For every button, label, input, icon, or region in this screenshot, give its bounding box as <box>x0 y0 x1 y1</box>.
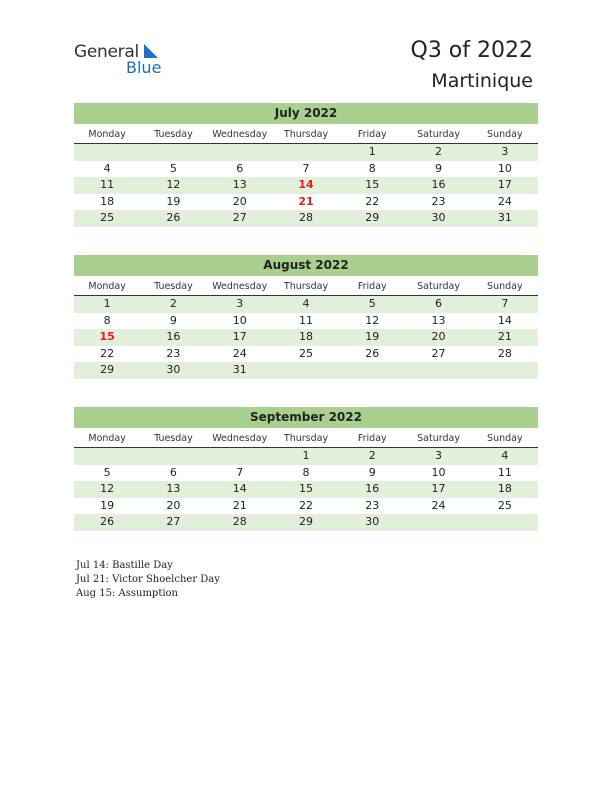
day-cell <box>74 448 140 465</box>
day-cell: 2 <box>368 449 376 462</box>
week-row <box>74 362 538 379</box>
day-cell <box>273 362 339 379</box>
day-cell: 6 <box>169 465 177 479</box>
day-cell: 29 <box>100 363 115 376</box>
weekday-label: Monday <box>88 281 126 292</box>
day-cell: 6 <box>435 297 443 310</box>
day-cell: 24 <box>431 498 446 512</box>
day-cell: 7 <box>302 161 310 175</box>
day-cell <box>405 362 471 379</box>
holiday-note: Jul 21: Victor Shoelcher Day <box>76 574 220 585</box>
week-row <box>74 514 538 531</box>
month-title: August 2022 <box>74 255 538 276</box>
day-cell: 11 <box>497 465 512 479</box>
day-cell: 8 <box>103 313 111 327</box>
day-cell: 19 <box>166 194 181 208</box>
weekday-label: Wednesday <box>212 433 268 444</box>
week-row <box>74 194 538 211</box>
day-cell: 31 <box>232 363 247 376</box>
day-cell: 5 <box>169 161 177 175</box>
day-cell: 9 <box>368 465 376 479</box>
weekday-label: Saturday <box>417 129 460 140</box>
day-cell: 12 <box>100 482 115 495</box>
page-title: Q3 of 2022 <box>410 38 533 63</box>
day-cell: 5 <box>368 297 376 310</box>
day-cell <box>405 514 471 531</box>
day-cell: 13 <box>166 482 181 495</box>
day-cell: 14 <box>497 313 512 327</box>
weekday-label: Friday <box>357 281 387 292</box>
day-cell: 27 <box>166 515 181 528</box>
holiday-notes <box>76 559 220 601</box>
day-cell: 28 <box>497 346 512 360</box>
day-cell: 14 <box>232 482 247 495</box>
day-cell: 12 <box>365 313 380 327</box>
holiday-day-cell: 14 <box>298 178 314 191</box>
month-calendar-september <box>74 407 538 531</box>
weekday-label: Thursday <box>283 129 329 140</box>
day-cell: 26 <box>100 515 115 528</box>
day-cell: 29 <box>298 515 313 528</box>
weekday-label: Thursday <box>283 281 329 292</box>
day-cell: 4 <box>302 297 310 310</box>
weekday-header-row <box>74 127 538 144</box>
month-title: July 2022 <box>74 103 538 124</box>
weekday-label: Tuesday <box>154 433 193 444</box>
week-row <box>74 313 538 330</box>
week-row <box>74 465 538 482</box>
day-cell: 25 <box>497 498 512 512</box>
weekday-label: Thursday <box>283 433 329 444</box>
weekday-label: Friday <box>357 433 387 444</box>
month-title: September 2022 <box>74 407 538 428</box>
day-cell <box>472 362 538 379</box>
day-cell: 20 <box>166 498 181 512</box>
weekday-label: Wednesday <box>212 281 268 292</box>
day-cell: 15 <box>298 482 313 495</box>
week-row <box>74 144 538 161</box>
day-cell: 27 <box>232 211 247 224</box>
day-cell: 23 <box>166 346 181 360</box>
day-cell: 15 <box>365 178 380 191</box>
day-cell: 9 <box>169 313 177 327</box>
day-cell: 3 <box>236 297 244 310</box>
day-cell: 4 <box>103 161 111 175</box>
day-cell: 30 <box>166 363 181 376</box>
logo-word-blue: Blue <box>126 58 162 77</box>
weekday-label: Tuesday <box>154 129 193 140</box>
weekday-label: Monday <box>88 129 126 140</box>
day-cell: 24 <box>232 346 247 360</box>
day-cell: 19 <box>100 498 115 512</box>
logo-word-general: General <box>74 42 139 62</box>
day-cell: 1 <box>103 297 111 310</box>
day-cell: 11 <box>298 313 313 327</box>
day-cell: 7 <box>236 465 244 479</box>
day-cell: 10 <box>431 465 446 479</box>
day-cell: 25 <box>298 346 313 360</box>
day-cell: 11 <box>100 178 115 191</box>
day-cell <box>140 144 206 161</box>
day-cell: 9 <box>435 161 443 175</box>
weekday-label: Sunday <box>487 129 523 140</box>
day-cell: 23 <box>431 194 446 208</box>
day-cell <box>472 514 538 531</box>
day-cell: 21 <box>232 498 247 512</box>
day-cell: 31 <box>497 211 512 224</box>
day-cell: 5 <box>103 465 111 479</box>
week-row <box>74 481 538 498</box>
day-cell: 30 <box>365 515 380 528</box>
day-cell: 2 <box>169 297 177 310</box>
day-cell: 10 <box>497 161 512 175</box>
weekday-label: Monday <box>88 433 126 444</box>
week-row <box>74 448 538 465</box>
day-cell: 3 <box>435 449 443 462</box>
day-cell: 1 <box>368 145 376 158</box>
day-cell: 27 <box>431 346 446 360</box>
week-row <box>74 296 538 313</box>
day-cell: 1 <box>302 449 310 462</box>
day-cell: 23 <box>365 498 380 512</box>
day-cell <box>140 448 206 465</box>
week-row <box>74 346 538 363</box>
holiday-day-cell: 15 <box>99 330 115 343</box>
day-cell: 7 <box>501 297 509 310</box>
day-cell: 17 <box>431 482 446 495</box>
day-cell: 10 <box>232 313 247 327</box>
day-cell: 29 <box>365 211 380 224</box>
week-row <box>74 177 538 194</box>
day-cell: 19 <box>365 330 380 343</box>
month-calendar-july <box>74 103 538 227</box>
generalblue-logo <box>74 42 174 82</box>
day-cell <box>339 362 405 379</box>
week-row <box>74 498 538 515</box>
day-cell: 26 <box>166 211 181 224</box>
weekday-label: Sunday <box>487 433 523 444</box>
weekday-label: Saturday <box>417 281 460 292</box>
day-cell: 25 <box>100 211 115 224</box>
day-cell: 16 <box>431 178 446 191</box>
day-cell <box>207 144 273 161</box>
day-cell <box>207 448 273 465</box>
day-cell: 30 <box>431 211 446 224</box>
day-cell: 16 <box>166 330 181 343</box>
weekday-header-row <box>74 431 538 448</box>
day-cell: 18 <box>497 482 512 495</box>
week-row <box>74 210 538 227</box>
day-cell: 17 <box>497 178 512 191</box>
day-cell: 26 <box>365 346 380 360</box>
weekday-header-row <box>74 279 538 296</box>
day-cell: 17 <box>232 330 247 343</box>
day-cell: 8 <box>368 161 376 175</box>
week-row <box>74 161 538 178</box>
weekday-label: Wednesday <box>212 129 268 140</box>
day-cell: 28 <box>298 211 313 224</box>
day-cell: 22 <box>100 346 115 360</box>
day-cell: 6 <box>236 161 244 175</box>
day-cell: 13 <box>232 178 247 191</box>
day-cell: 13 <box>431 313 446 327</box>
day-cell: 20 <box>431 330 446 343</box>
holiday-note: Aug 15: Assumption <box>76 588 179 599</box>
day-cell: 8 <box>302 465 310 479</box>
day-cell: 22 <box>365 194 380 208</box>
weekday-label: Friday <box>357 129 387 140</box>
day-cell: 22 <box>298 498 313 512</box>
day-cell <box>74 144 140 161</box>
holiday-day-cell: 21 <box>298 194 314 208</box>
day-cell <box>273 144 339 161</box>
day-cell: 3 <box>501 145 509 158</box>
day-cell: 16 <box>365 482 380 495</box>
holiday-note: Jul 14: Bastille Day <box>76 560 173 571</box>
day-cell: 4 <box>501 449 509 462</box>
day-cell: 21 <box>497 330 512 343</box>
page-subtitle: Martinique <box>431 70 533 92</box>
day-cell: 2 <box>435 145 443 158</box>
weekday-label: Saturday <box>417 433 460 444</box>
weekday-label: Sunday <box>487 281 523 292</box>
day-cell: 24 <box>497 194 512 208</box>
day-cell: 12 <box>166 178 181 191</box>
week-row <box>74 329 538 346</box>
day-cell: 20 <box>232 194 247 208</box>
weekday-label: Tuesday <box>154 281 193 292</box>
day-cell: 18 <box>100 194 115 208</box>
day-cell: 28 <box>232 515 247 528</box>
day-cell: 18 <box>298 330 313 343</box>
month-calendar-august <box>74 255 538 379</box>
